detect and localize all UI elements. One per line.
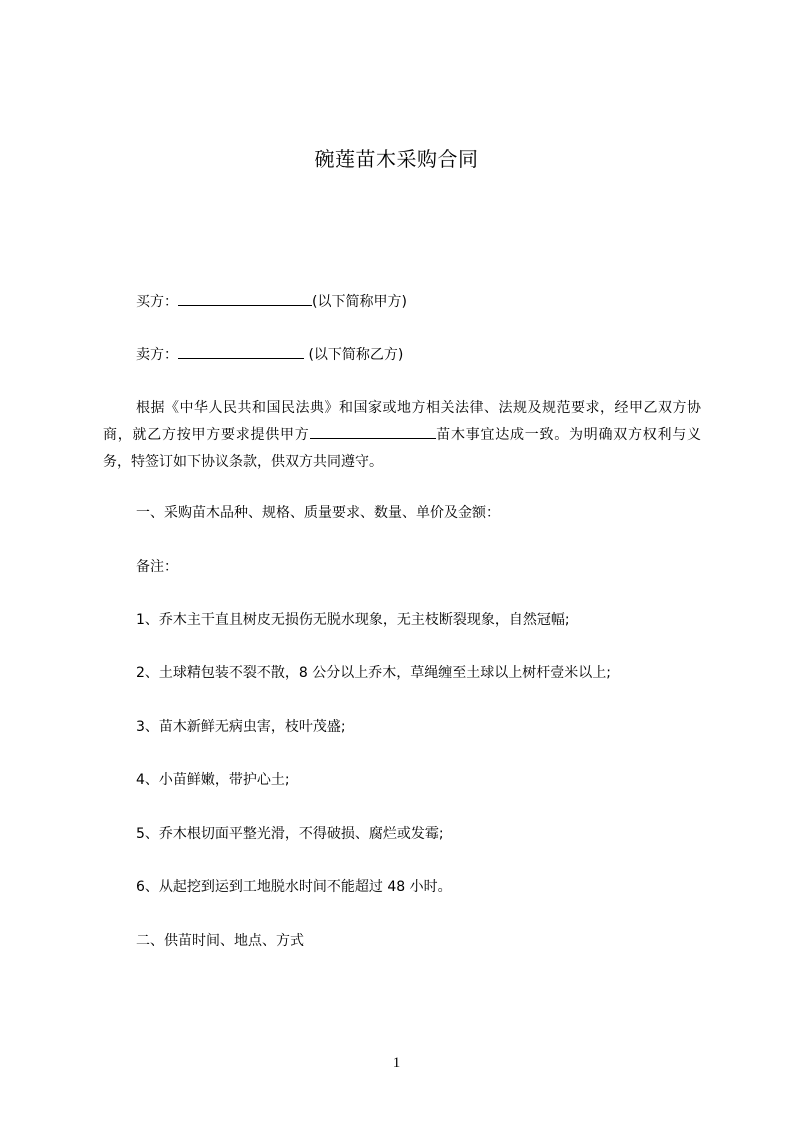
- intro-paragraph: [103, 395, 701, 476]
- note-item: 3、苗木新鲜无病虫害，枝叶茂盛;: [136, 719, 346, 735]
- section1-heading: 一、采购苗木品种、规格、质量要求、数量、单价及金额：: [136, 505, 500, 521]
- note-item: 5、乔木根切面平整光滑，不得破损、腐烂或发霉;: [136, 826, 444, 842]
- intro-text-part1: 根据《中华人民共和国民法典》和国家或地方相关法律、法规及规范要求，经甲乙双方协商，就乙方按甲方要求提供甲方: [103, 400, 701, 443]
- seller-label: 卖方：: [136, 347, 178, 363]
- buyer-name-blank: [178, 291, 312, 306]
- note-item: 2、土球精包装不裂不散，8 公分以上乔木，草绳缠至土球以上树杆壹米以上;: [136, 665, 611, 681]
- seller-line: [136, 344, 403, 365]
- seller-name-blank: [178, 344, 304, 359]
- note-item: 6、从起挖到运到工地脱水时间不能超过 48 小时。: [136, 879, 452, 895]
- buyer-suffix: (以下简称甲方): [312, 294, 407, 310]
- seller-suffix: (以下简称乙方): [304, 347, 404, 363]
- note-item: 1、乔木主干直且树皮无损伤无脱水现象，无主枝断裂现象，自然冠幅;: [136, 612, 570, 628]
- page-number: 1: [392, 1055, 401, 1071]
- intro-text-part2: 苗木事宜达成一致。为明确双方权利与义务，特签订如下协议条款，供双方共同遵守。: [103, 427, 701, 470]
- buyer-line: [136, 291, 407, 312]
- notes-label: 备注：: [136, 559, 178, 575]
- note-item: 4、小苗鲜嫩，带护心土;: [136, 772, 290, 788]
- section2-heading: 二、供苗时间、地点、方式: [136, 933, 304, 949]
- document-title: 碗莲苗木采购合同: [314, 147, 479, 171]
- item-name-blank: [310, 424, 436, 439]
- buyer-label: 买方：: [136, 294, 178, 310]
